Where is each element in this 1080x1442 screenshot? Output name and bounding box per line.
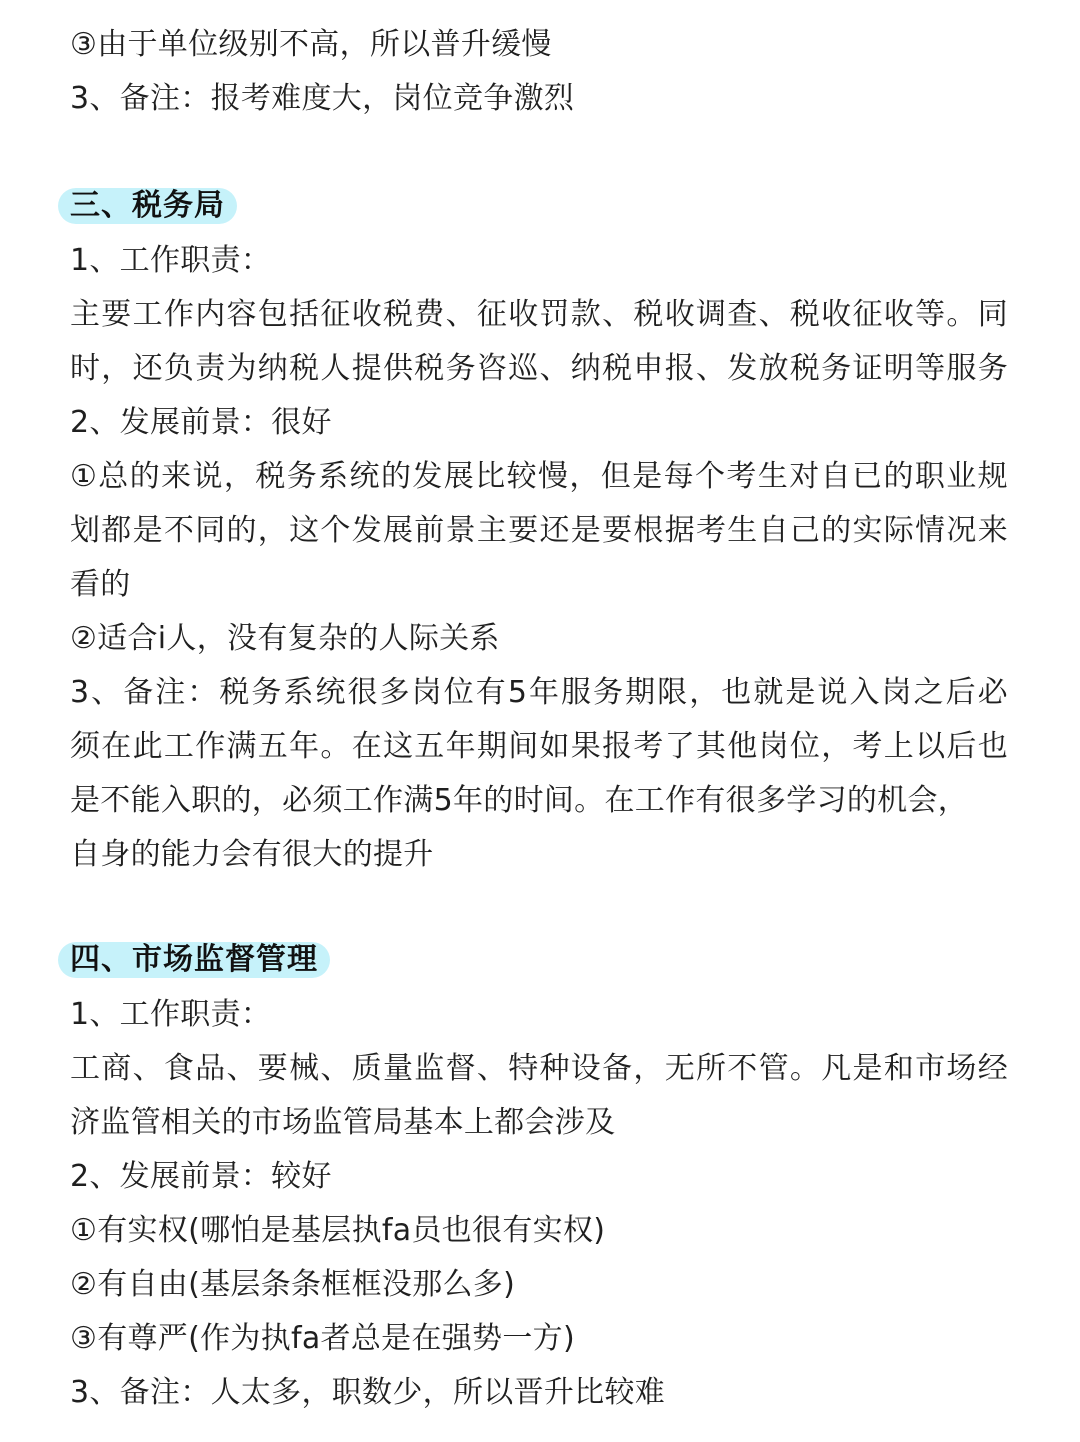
text-line-prospect-point: 看的	[70, 567, 131, 602]
text-line-remark: 自身的能力会有很大的提升	[70, 837, 434, 872]
text-line-remark: 3、备注：报考难度大，岗位竞争激烈	[70, 81, 575, 116]
text-line-prospect: 2、发展前景：较好	[70, 1159, 332, 1194]
text-line-prospect-point: ①有实权(哪怕是基层执fa员也很有实权)	[70, 1213, 606, 1248]
text-line-duty-label: 1、工作职责：	[70, 997, 272, 1032]
text-line-duty: 时，还负责为纳税人提供税务咨巡、纳税申报、发放税务证明等服务	[70, 351, 1008, 386]
text-line-duty-label: 1、工作职责：	[70, 243, 272, 278]
section-heading-tax-bureau: 三、税务局	[58, 188, 237, 224]
section-heading-market-supervision: 四、市场监督管理	[58, 942, 330, 978]
text-line-remark: 3、备注：税务系统很多岗位有5年服务期限，也就是说入岗之后必	[70, 675, 1008, 710]
text-line-prospect: 2、发展前景：很好	[70, 405, 332, 440]
text-line-duty: 工商、食品、要械、质量监督、特种设备，无所不管。凡是和市场经	[70, 1051, 1008, 1086]
text-line-remark: 3、备注：人太多，职数少，所以晋升比较难	[70, 1375, 666, 1410]
text-line-prospect-point: ②适合i人，没有复杂的人际关系	[70, 621, 500, 656]
text-line-remark: 是不能入职的，必须工作满5年的时间。在工作有很多学习的机会，	[70, 783, 969, 818]
text-line-promotion-note: ③由于单位级别不高，所以普升缓慢	[70, 27, 552, 62]
text-line-prospect-point: ①总的来说，税务系统的发展比较慢，但是每个考生对自已的职业规	[70, 459, 1008, 494]
text-line-remark: 须在此工作满五年。在这五年期间如果报考了其他岗位，考上以后也	[70, 729, 1008, 764]
text-line-duty: 济监管相关的市场监管局基本上都会涉及	[70, 1105, 616, 1140]
text-line-duty: 主要工作内容包括征收税费、征收罚款、税收调查、税收征收等。同	[70, 297, 1008, 332]
text-line-prospect-point: ②有自由(基层条条框框没那么多)	[70, 1267, 516, 1302]
text-line-prospect-point: ③有尊严(作为执fa者总是在强势一方)	[70, 1321, 575, 1356]
text-line-prospect-point: 划都是不同的，这个发展前景主要还是要根据考生自己的实际情况来	[70, 513, 1008, 548]
